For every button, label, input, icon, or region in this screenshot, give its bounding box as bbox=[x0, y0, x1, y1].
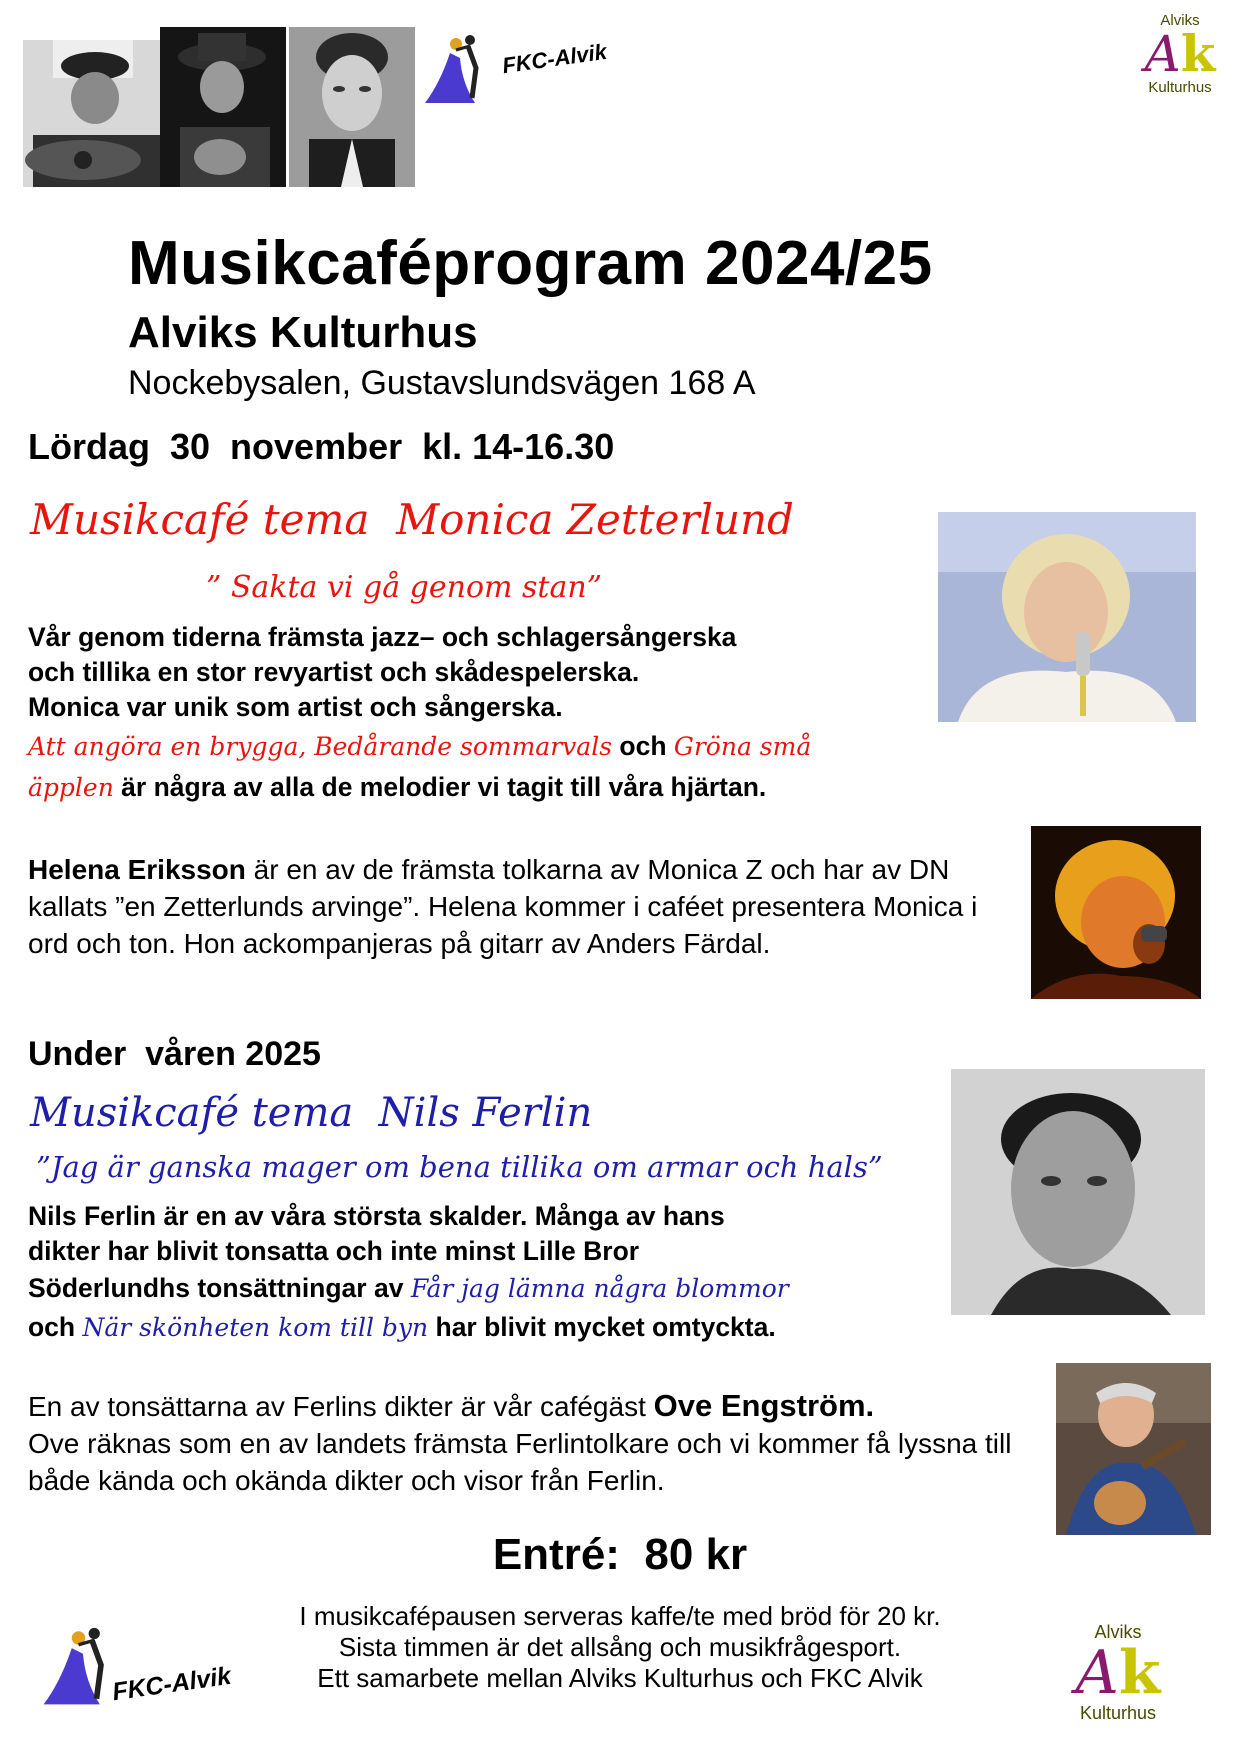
event1-songs-tail: är några av alla de melodier vi tagit till våra hjärtan. bbox=[113, 772, 767, 802]
event1-quote: ” Sakta vi gå genom stan” bbox=[206, 570, 602, 605]
event2-song2: När skönheten kom till byn bbox=[82, 1313, 429, 1342]
event2-date: Under våren 2025 bbox=[28, 1035, 321, 1073]
event2-quote: ”Jag är ganska mager om bena tillika om armar och hals” bbox=[36, 1150, 883, 1184]
guest-name: Ove Engström. bbox=[653, 1388, 875, 1423]
ak-logo-bottom-letters: Ak bbox=[1075, 1638, 1161, 1708]
event1-and-word: och bbox=[612, 731, 674, 761]
event2-guest bbox=[28, 1387, 1078, 1499]
event2-line2: dikter har blivit tonsatta och inte minst Lille Bror bbox=[28, 1236, 640, 1266]
event2-line3 bbox=[28, 1271, 968, 1306]
fkc-logo-text: FKC-Alvik bbox=[500, 38, 609, 79]
event1-date: Lördag 30 november kl. 14-16.30 bbox=[28, 426, 615, 467]
guest-description: Ove räknas som en av landets främsta Ferlintolkare och vi kommer få lyssna till både kända och okända dikter och visor från Ferlin. bbox=[28, 1428, 1012, 1496]
alviks-kulturhus-logo-top bbox=[1130, 12, 1230, 112]
event2-line1: Nils Ferlin är en av våra största skalder. Många av hans bbox=[28, 1201, 725, 1231]
event1-songs-line2 bbox=[28, 770, 948, 805]
event1-line1: Vår genom tiderna främsta jazz– och schlagersångerska bbox=[28, 622, 737, 652]
ak-logo-bottom-word: Kulturhus bbox=[1148, 79, 1212, 96]
event2-line4-end: har blivit mycket omtyckta. bbox=[428, 1312, 776, 1342]
footer-line1: I musikcafépausen serveras kaffe/te med bröd för 20 kr. bbox=[299, 1601, 941, 1631]
ak-logo-bottom-bottom-word: Kulturhus bbox=[1079, 1703, 1157, 1723]
event2-guest-line1 bbox=[28, 1387, 1078, 1425]
venue-address: Nockebysalen, Gustavslundsvägen 168 A bbox=[128, 364, 756, 402]
event1-performer-text bbox=[28, 851, 1018, 962]
photo-sailor-musician bbox=[23, 40, 160, 187]
photo-helena-eriksson bbox=[1031, 826, 1201, 999]
performer-description: är en av de främsta tolkarna av Monica Z och har av DN kallats ”en Zetterlunds arvinge”. Helena kommer i caféet presentera Monica i ord och ton. Hon ackompanjeras på gitarr av Anders Färdal. bbox=[28, 854, 978, 959]
event1-description bbox=[28, 620, 948, 805]
event1-line3: Monica var unik som artist och sångerska. bbox=[28, 692, 563, 722]
ak-logo-top-word: Alviks bbox=[1160, 12, 1200, 29]
event2-line4-start: och bbox=[28, 1312, 83, 1342]
event2-line3-text: Söderlundhs tonsättningar av bbox=[28, 1273, 411, 1303]
photo-man-in-hat bbox=[160, 27, 286, 187]
photo-monica-zetterlund bbox=[938, 512, 1196, 722]
fkc-logo-text-bottom: FKC-Alvik bbox=[110, 1661, 233, 1707]
performer-name: Helena Eriksson bbox=[28, 854, 246, 885]
page-title: Musikcaféprogram 2024/25 bbox=[128, 229, 933, 298]
fkc-alvik-logo-bottom bbox=[38, 1620, 248, 1720]
event1-songs-b: Gröna små bbox=[673, 732, 812, 761]
event2-description bbox=[28, 1199, 968, 1345]
venue-name: Alviks Kulturhus bbox=[128, 308, 478, 357]
event2-song1: Får jag lämna några blommor bbox=[410, 1274, 789, 1303]
event1-line2: och tillika en stor revyartist och skådespelerska. bbox=[28, 657, 640, 687]
fkc-alvik-logo-top bbox=[420, 28, 610, 108]
ak-logo-bottom-top-word: Alviks bbox=[1094, 1622, 1142, 1642]
event1-performer bbox=[28, 851, 1028, 962]
event2-theme: Musikcafé tema Nils Ferlin bbox=[30, 1090, 593, 1136]
event1-theme: Musikcafé tema Monica Zetterlund bbox=[30, 495, 794, 544]
event1-songs-a: Att angöra en brygga, Bedårande sommarvals bbox=[28, 732, 613, 761]
ak-logo-letters: Ak bbox=[1144, 24, 1216, 83]
footer-line2: Sista timmen är det allsång och musikfrågesport. bbox=[338, 1632, 902, 1662]
footer-line3: Ett samarbete mellan Alviks Kulturhus och FKC Alvik bbox=[317, 1663, 923, 1693]
photo-nils-ferlin bbox=[951, 1069, 1205, 1315]
alviks-kulturhus-logo-bottom bbox=[1058, 1622, 1178, 1742]
event2-line4 bbox=[28, 1310, 968, 1345]
photo-ove-engstrom bbox=[1056, 1363, 1211, 1535]
event1-songs-line bbox=[28, 729, 948, 764]
photo-young-man-portrait bbox=[289, 27, 415, 187]
event1-songs-c: äpplen bbox=[28, 773, 114, 802]
dancing-couple-icon bbox=[420, 28, 500, 108]
entry-price: Entré: 80 kr bbox=[492, 1530, 748, 1579]
guest-intro: En av tonsättarna av Ferlins dikter är vår cafégäst bbox=[28, 1391, 654, 1422]
